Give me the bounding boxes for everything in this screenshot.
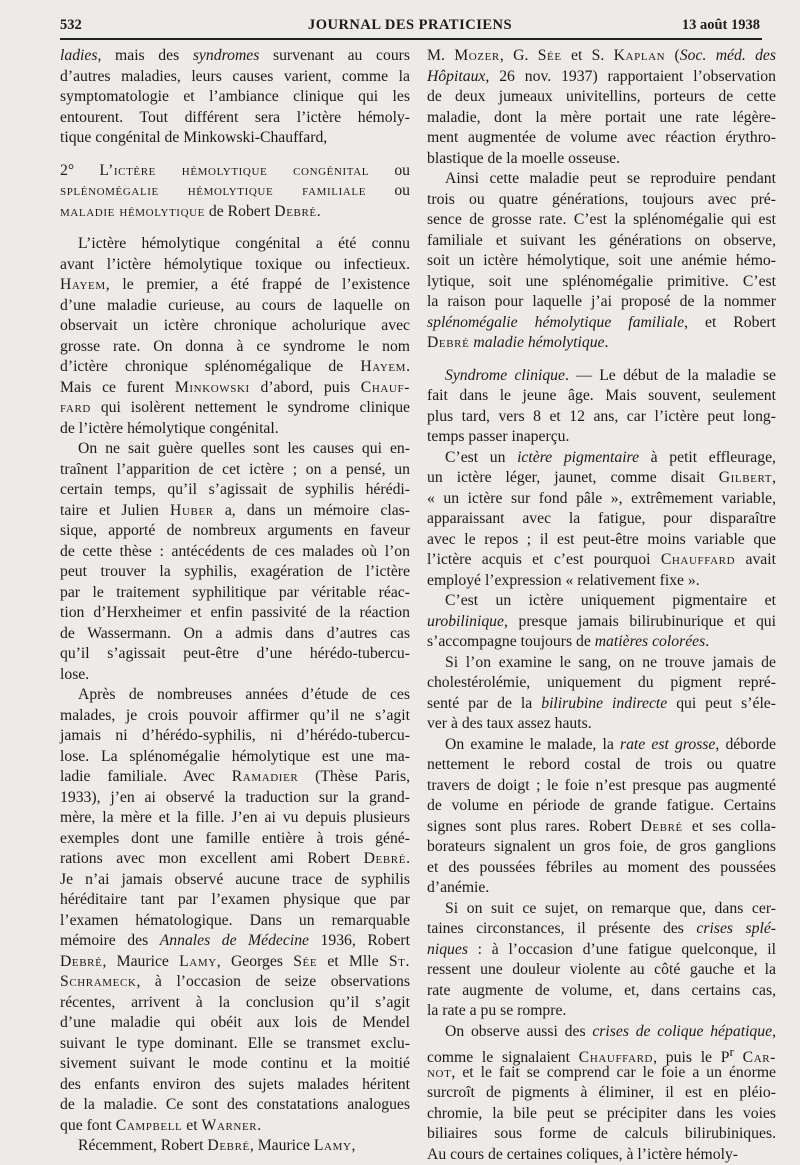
text-line: comme le signalaient Chauffard, puis le $P^r$ Car- xyxy=(427,1042,776,1063)
text-line: héréditaire tant par l’examen physique que par xyxy=(60,890,410,911)
text-line: Je n’ai jamais observé aucune trace de syphilis xyxy=(60,870,410,891)
text-line: On examine le malade, la rate est grosse, déborde xyxy=(427,735,776,756)
text-line: Après de nombreuses années d’étude de ces xyxy=(60,685,410,706)
text-line: senté par de la bilirubine indirecte qui peut s’éle- xyxy=(427,694,776,715)
text-line: Ainsi cette maladie peut se reproduire pendant xyxy=(427,169,776,190)
text-line: suivant le type dominant. Elle se transmet exclu- xyxy=(60,1034,410,1055)
text-line: maladie hémolytique de Robert Debré. xyxy=(60,202,410,223)
text-line: la rate a pu se rompre. xyxy=(427,1001,776,1022)
intro-paragraph xyxy=(60,46,410,149)
paragraph xyxy=(427,899,776,1022)
text-line: de cette thèse : antécédents de ces malades où l’on xyxy=(60,542,410,563)
issue-date: 13 août 1938 xyxy=(682,17,760,34)
text-line: d’une maladie qui obéit aux lois de Mendel xyxy=(60,1013,410,1034)
section-gap xyxy=(427,354,776,366)
text-line: sence de grosse rate. C’est la splénomégalie qui est xyxy=(427,210,776,231)
header-rule xyxy=(60,38,762,40)
text-line: taire et Julien Huber a, dans un mémoire clas- xyxy=(60,501,410,522)
text-line: Récemment, Robert Debré, Maurice Lamy, xyxy=(60,1136,410,1157)
text-line: de volume en période de grande fatigue. Certains xyxy=(427,796,776,817)
text-line: l’examen hématologique. Dans un remarquable xyxy=(60,911,410,932)
text-line: L’ictère hémolytique congénital a été connu xyxy=(60,234,410,255)
text-line: splénomégalie hémolytique familiale, et Robert xyxy=(427,313,776,334)
text-line: l’ictère acquis et c’est pourquoi Chauffard avait xyxy=(427,550,776,571)
right-column xyxy=(427,46,776,1165)
text-line: employé l’expression « relativement fixe ». xyxy=(427,571,776,592)
text-line: rations avec mon excellent ami Robert Debré. xyxy=(60,849,410,870)
text-line: qu’il s’agissait peut-être d’une hérédo-tubercu- xyxy=(60,644,410,665)
text-line: Si on suit ce sujet, on remarque que, dans cer- xyxy=(427,899,776,920)
text-line: des enfants environ des sujets malades héritent xyxy=(60,1075,410,1096)
text-line: sique, apporté de nombreux arguments en faveur xyxy=(60,521,410,542)
text-line: sivement suivant le mode continu et la moitié xyxy=(60,1054,410,1075)
text-line: 2° L’ictère hémolytique congénital ou xyxy=(60,161,410,182)
paragraph xyxy=(427,653,776,735)
paragraph xyxy=(427,169,776,354)
text-line: ver à des taux assez hauts. xyxy=(427,714,776,735)
text-line: surcroît de pigments à éliminer, il est en pléio- xyxy=(427,1083,776,1104)
paragraph xyxy=(427,448,776,592)
text-line: urobilinique, presque jamais bilirubinurique et qui xyxy=(427,612,776,633)
text-line: lose. xyxy=(60,665,410,686)
paragraph xyxy=(60,685,410,1136)
text-line: et des poussées fébriles au moment des poussées xyxy=(427,858,776,879)
text-line: cholestérolémie, uniquement du pigment repré- xyxy=(427,673,776,694)
text-line: ladie familiale. Avec Ramadier (Thèse Paris, xyxy=(60,767,410,788)
text-line: Si l’on examine le sang, on ne trouve jamais de xyxy=(427,653,776,674)
text-line: mémoire des Annales de Médecine 1936, Robert xyxy=(60,931,410,952)
text-line: plus tard, vers 8 et 12 ans, car l’ictère peut long- xyxy=(427,407,776,428)
text-line: traînent l’apparition de cet ictère ; on a pensé, un xyxy=(60,460,410,481)
text-line: que font Campbell et Warner. xyxy=(60,1116,410,1137)
text-line: not, et le fait se comprend car le foie a un énorme xyxy=(427,1063,776,1084)
text-line: exemples dont une famille entière à trois géné- xyxy=(60,829,410,850)
text-line: d’autres maladies, leurs causes varient, comme la xyxy=(60,67,410,88)
text-line: Hôpitaux, 26 nov. 1937) rapportaient l’observation xyxy=(427,67,776,88)
text-line: taines circonstances, il présente des crises splé- xyxy=(427,919,776,940)
text-line: grosse rate. On donna à ce syndrome le nom xyxy=(60,337,410,358)
section-heading xyxy=(60,161,410,223)
text-line: « un ictère sur fond pâle », extrêmement variable, xyxy=(427,489,776,510)
text-line: de deux jumeaux univitellins, porteurs de cette xyxy=(427,87,776,108)
text-line: fait dans le jeune âge. Mais souvent, seulement xyxy=(427,386,776,407)
text-line: On ne sait guère quelles sont les causes qui en- xyxy=(60,439,410,460)
text-line: de Wassermann. On a admis dans d’autres cas xyxy=(60,624,410,645)
text-line: trois ou quatre générations, toujours avec pré- xyxy=(427,190,776,211)
text-line: de l’ictère hémolytique congénital. xyxy=(60,419,410,440)
text-line: la raison pour laquelle j’ai proposé de la nommer xyxy=(427,292,776,313)
text-line: de la maladie. Ce sont des constatations analogues xyxy=(60,1095,410,1116)
text-line: C’est un ictère pigmentaire à petit effleurage, xyxy=(427,448,776,469)
running-header xyxy=(60,14,760,38)
text-line: ment augmentée de volume avec réaction érythro- xyxy=(427,128,776,149)
text-line: malades, je crois pouvoir affirmer qu’il ne s’agit xyxy=(60,706,410,727)
text-line: Schrameck, à l’occasion de seize observations xyxy=(60,972,410,993)
page-number: 532 xyxy=(60,17,82,34)
text-line: fard qui isolèrent nettement le syndrome clinique xyxy=(60,398,410,419)
text-line: soit un ictère hémolytique, soit une anémie hémo- xyxy=(427,251,776,272)
text-line: Syndrome clinique. — Le début de la maladie se xyxy=(427,366,776,387)
text-line: avec le repos ; il est peut-être moins variable que xyxy=(427,530,776,551)
text-line: borateurs signalent un gros foie, de gros ganglions xyxy=(427,837,776,858)
text-line: travers de doigt ; le foie n’est presque pas augmenté xyxy=(427,776,776,797)
text-line: ressent une douleur violente au côté gauche et la xyxy=(427,960,776,981)
text-line: niques : à l’occasion d’une fatigue quelconque, il xyxy=(427,940,776,961)
journal-title: JOURNAL DES PRATICIENS xyxy=(60,17,760,34)
text-line: blastique de la moelle osseuse. xyxy=(427,149,776,170)
text-line: On observe aussi des crises de colique hépatique, xyxy=(427,1022,776,1043)
paragraph xyxy=(60,439,410,685)
text-line: Au cours de certaines coliques, à l’ictère hémoly- xyxy=(427,1145,776,1165)
paragraph xyxy=(427,591,776,653)
text-line: entourent. Tout différent sera l’ictère hémoly- xyxy=(60,108,410,129)
text-line: lose. La splénomégalie hémolytique est une ma- xyxy=(60,747,410,768)
text-line: s’accompagne toujours de matières colorées. xyxy=(427,632,776,653)
paragraph xyxy=(427,46,776,169)
text-line: Mais ce furent Minkowski d’abord, puis Chauf- xyxy=(60,378,410,399)
text-line: familiale et suivant les générations on observe, xyxy=(427,231,776,252)
text-line: jamais ni d’hérédo-syphilis, ni d’hérédo-tubercu- xyxy=(60,726,410,747)
text-line: récentes, arrivent à la conclusion qu’il s’agit xyxy=(60,993,410,1014)
text-line: d’ictère chronique splénomégalique de Hayem. xyxy=(60,357,410,378)
text-line: tion d’Herxheimer et enfin passivité de la réaction xyxy=(60,603,410,624)
text-line: chromie, la bile peut se précipiter dans les voies xyxy=(427,1104,776,1125)
text-line: splénomégalie hémolytique familiale ou xyxy=(60,181,410,202)
section-gap xyxy=(60,222,410,234)
paragraph xyxy=(427,735,776,899)
text-line: signes sont plus rares. Robert Debré et ses colla- xyxy=(427,817,776,838)
text-line: C’est un ictère uniquement pigmentaire et xyxy=(427,591,776,612)
section-gap xyxy=(60,149,410,161)
left-column xyxy=(60,46,410,1157)
paragraph xyxy=(427,1022,776,1165)
text-line: d’une maladie curieuse, au cours de laquelle on xyxy=(60,296,410,317)
text-line: un ictère léger, jaunet, comme disait Gilbert, xyxy=(427,468,776,489)
text-line: 1933), j’en ai observé la traduction sur la grand- xyxy=(60,788,410,809)
text-line: par le traitement syphilitique par véritable réac- xyxy=(60,583,410,604)
text-line: symptomatologie et l’ambiance clinique qui les xyxy=(60,87,410,108)
text-line: tique congénital de Minkowski-Chauffard, xyxy=(60,128,410,149)
text-line: ladies, mais des syndromes survenant au cours xyxy=(60,46,410,67)
text-line: mère, la mère et la fille. J’en ai vu depuis plusieurs xyxy=(60,808,410,829)
text-line: avant l’ictère hémolytique toxique ou infectieux. xyxy=(60,255,410,276)
text-line: apparaissant avec la fatigue, pour disparaître xyxy=(427,509,776,530)
paragraph xyxy=(60,234,410,439)
text-line: Debré maladie hémolytique. xyxy=(427,333,776,354)
text-line: M. Mozer, G. Sée et S. Kaplan (Soc. méd. des xyxy=(427,46,776,67)
text-line: nettement le rebord costal de trois ou quatre xyxy=(427,755,776,776)
text-line: Hayem, le premier, a été frappé de l’existence xyxy=(60,275,410,296)
text-line: peut trouver la syphilis, exagération de l’ictère xyxy=(60,562,410,583)
paragraph xyxy=(60,1136,410,1157)
text-line: Debré, Maurice Lamy, Georges Sée et Mlle St. xyxy=(60,952,410,973)
text-line: biliaires sous forme de calculs bilirubiniques. xyxy=(427,1124,776,1145)
text-line: observait un ictère chronique acholurique avec xyxy=(60,316,410,337)
text-line: d’anémie. xyxy=(427,878,776,899)
text-line: temps passer inaperçu. xyxy=(427,427,776,448)
text-line: rate augmente de volume, et, dans certains cas, xyxy=(427,981,776,1002)
text-line: certain temps, qu’il s’agissait de syphilis hérédi- xyxy=(60,480,410,501)
text-line: maladie, dont la mère portait une rate légère- xyxy=(427,108,776,129)
text-line: lytique, soit une splénomégalie primitive. C’est xyxy=(427,272,776,293)
subsection-paragraph xyxy=(427,366,776,448)
